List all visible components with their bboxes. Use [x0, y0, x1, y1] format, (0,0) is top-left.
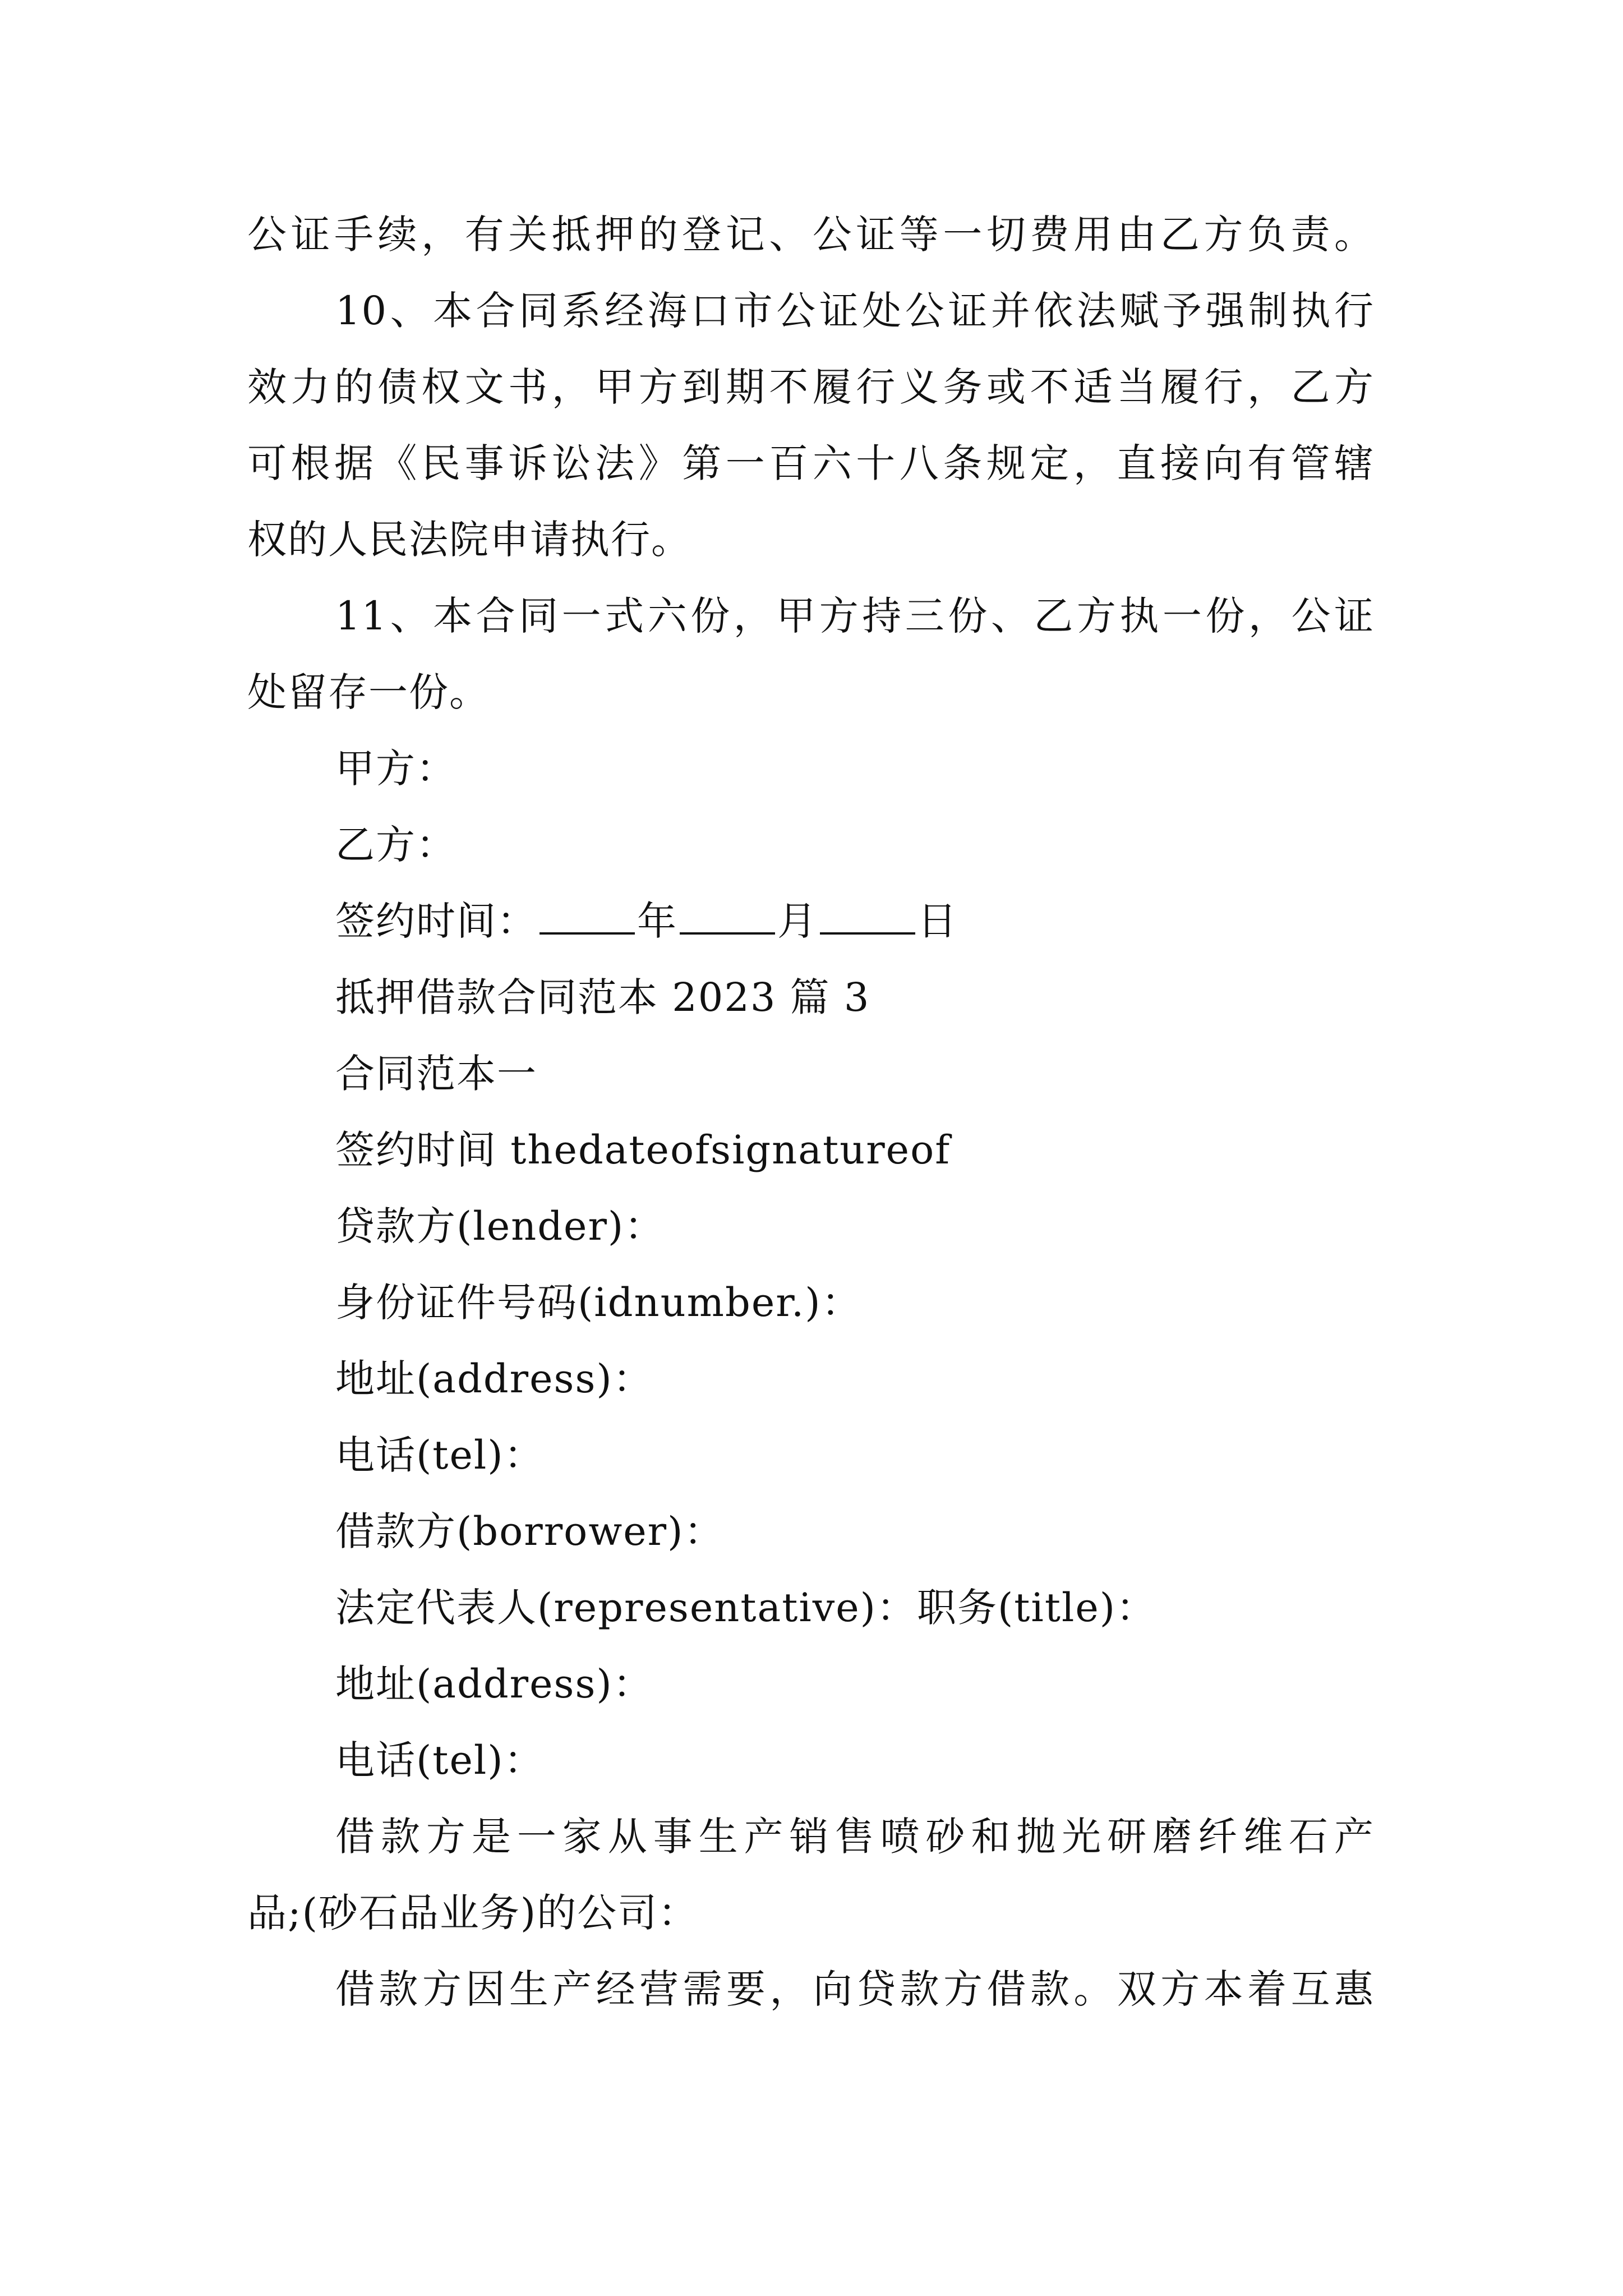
- paragraph-line: 借款方是一家从事生产销售喷砂和抛光研磨纤维石产: [335, 1814, 1375, 1860]
- sign-date-line: [335, 893, 958, 949]
- paragraph-line: 可根据《民事诉讼法》第一百六十八条规定，直接向有管辖: [247, 440, 1375, 486]
- clause-10-line: 10、本合同系经海口市公证处公证并依法赋予强制执行: [335, 288, 1375, 334]
- paragraph-line: 效力的债权文书，甲方到期不履行义务或不适当履行，乙方: [247, 364, 1375, 410]
- paragraph-line: 处留存一份。: [247, 669, 490, 715]
- month-blank: [680, 898, 775, 935]
- field-id-number: 身份证件号码(idnumber.)：: [335, 1280, 862, 1326]
- month-label: 月: [777, 898, 818, 944]
- field-borrower: 借款方(borrower)：: [335, 1508, 725, 1554]
- field-tel: 电话(tel)：: [335, 1432, 545, 1478]
- field-sign-date: 签约时间 thedateofsignatureof: [335, 1127, 951, 1173]
- field-lender: 贷款方(lender)：: [335, 1203, 665, 1249]
- paragraph-line: 借款方因生产经营需要，向贷款方借款。双方本着互惠: [335, 1966, 1375, 2012]
- field-tel: 电话(tel)：: [335, 1737, 545, 1783]
- year-blank: [540, 898, 635, 935]
- sign-date-label: 签约时间：: [335, 898, 537, 944]
- field-address: 地址(address)：: [335, 1356, 653, 1402]
- day-label: 日: [917, 898, 958, 944]
- section-title: 抵押借款合同范本 2023 篇 3: [335, 974, 870, 1020]
- party-a-label: 甲方：: [335, 746, 457, 792]
- paragraph-line: 品;(砂石品业务)的公司：: [247, 1890, 699, 1936]
- field-address: 地址(address)：: [335, 1661, 653, 1707]
- sample-title: 合同范本一: [335, 1051, 537, 1097]
- year-label: 年: [637, 898, 677, 944]
- day-blank: [820, 898, 915, 935]
- paragraph-line: 公证手续，有关抵押的登记、公证等一切费用由乙方负责。: [247, 211, 1375, 257]
- party-b-label: 乙方：: [335, 822, 457, 868]
- clause-11-line: 11、本合同一式六份，甲方持三份、乙方执一份，公证: [335, 593, 1375, 639]
- paragraph-line: 权的人民法院申请执行。: [247, 517, 691, 563]
- field-representative: 法定代表人(representative)：职务(title)：: [335, 1585, 1157, 1631]
